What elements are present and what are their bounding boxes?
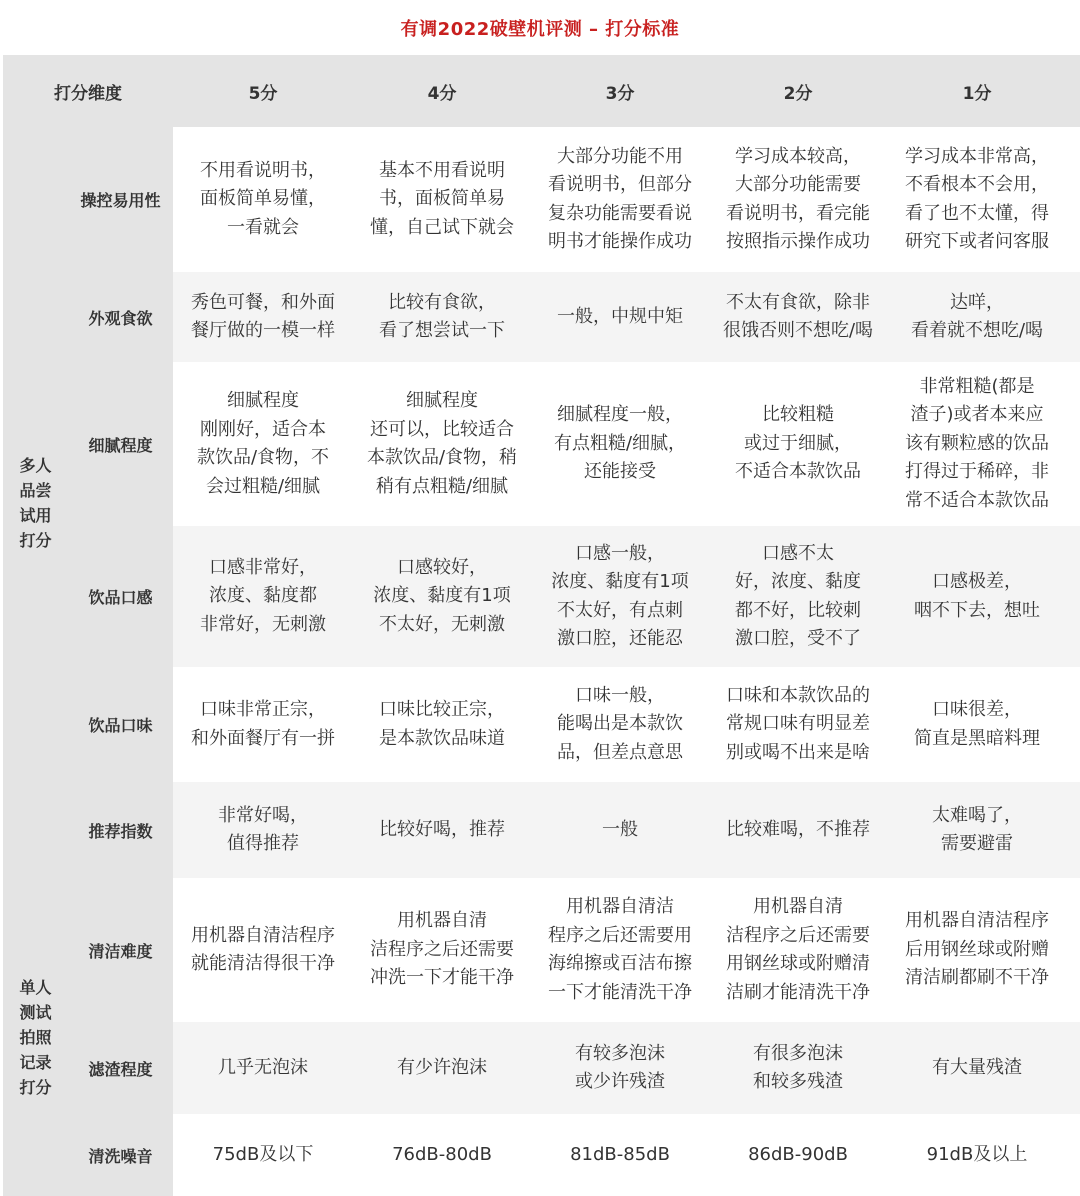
table-cell: 76dB-80dB: [392, 1143, 492, 1165]
table-cell: 细腻程度 刚刚好，适合本 款饮品/食物，不 会过粗糙/细腻: [196, 390, 330, 497]
table-cell: 不用看说明书， 面板简单易懂， 一看就会: [200, 159, 326, 238]
row-dimension: 清洁难度: [68, 878, 173, 1022]
table-cell: 非常好喝， 值得推荐: [218, 804, 308, 854]
row-dimension: 滤渣程度: [68, 1022, 173, 1114]
table-cell: 比较好喝，推荐: [379, 818, 505, 840]
table-cell: 一般，中规中矩: [557, 305, 683, 327]
table-cell: 有较多泡沫 或少许残渣: [575, 1042, 665, 1092]
table-cell: 比较粗糙 或过于细腻， 不适合本款饮品: [735, 404, 861, 483]
header-dimension-label: 打分维度: [54, 83, 122, 104]
table-cell: 细腻程度一般， 有点粗糙/细腻， 还能接受: [553, 404, 687, 483]
table-cell: 用机器自清 洁程序之后还需要 冲洗一下才能干净: [370, 910, 514, 989]
table-cell: 一般: [602, 818, 638, 840]
table-cell: 几乎无泡沫: [218, 1056, 308, 1078]
header-score-2: 2分: [783, 83, 813, 104]
table-cell: 口感不太 好，浓度、黏度 都不好，比较刺 激口腔，受不了: [735, 542, 861, 649]
table-cell: 有很多泡沫 和较多残渣: [753, 1042, 843, 1092]
table-cell: 口感一般， 浓度、黏度有1项 不太好，有点刺 激口腔，还能忍: [551, 542, 689, 649]
row-dimension: 外观食欲: [68, 272, 173, 362]
table-cell: 秀色可餐，和外面 餐厅做的一模一样: [191, 291, 335, 341]
row-dimension: 推荐指数: [68, 782, 173, 878]
table-cell: 口感极差， 咽不下去，想吐: [914, 571, 1040, 621]
group-label-multi-person: 多人 品尝 试用 打分: [19, 455, 52, 550]
table-cell: 口感非常好， 浓度、黏度都 非常好，无刺激: [200, 556, 326, 635]
table-cell: 75dB及以下: [212, 1143, 314, 1165]
header-score-5: 5分: [248, 83, 278, 104]
table-cell: 基本不用看说明 书，面板简单易 懂，自己试下就会: [370, 159, 514, 238]
table-cell: 用机器自清洁 程序之后还需要用 海绵擦或百洁布擦 一下才能清洗干净: [548, 896, 692, 1003]
table-cell: 太难喝了， 需要避雷: [932, 804, 1022, 854]
table-cell: 非常粗糙(都是 渣子)或者本来应 该有颗粒感的饮品 打得过于稀碎，非 常不适合本款饮品: [905, 375, 1049, 511]
table-cell: 口味和本款饮品的 常规口味有明显差 别或喝不出来是啥: [726, 684, 870, 763]
table-cell: 比较难喝，不推荐: [726, 818, 870, 840]
table-cell: 口味非常正宗， 和外面餐厅有一拼: [191, 699, 335, 749]
table-cell: 91dB及以上: [926, 1143, 1028, 1165]
table-cell: 口味很差， 简直是黑暗料理: [914, 699, 1040, 749]
header-score-1: 1分: [962, 83, 992, 104]
header-score-3: 3分: [605, 83, 635, 104]
row-dimension: 饮品口味: [68, 667, 173, 782]
row-dimension: 清洗噪音: [68, 1114, 173, 1196]
table-cell: 口味一般， 能喝出是本款饮 品，但差点意思: [557, 684, 683, 763]
table-cell: 大部分功能不用 看说明书，但部分 复杂功能需要看说 明书才能操作成功: [548, 145, 692, 252]
row-dimension: 细腻程度: [68, 362, 173, 526]
table-cell: 学习成本较高， 大部分功能需要 看说明书，看完能 按照指示操作成功: [726, 145, 870, 252]
table-cell: 达咩， 看着就不想吃/喝: [910, 291, 1044, 341]
row-dimension: 操控易用性: [68, 127, 173, 272]
table-cell: 有大量残渣: [932, 1056, 1022, 1078]
table-cell: 学习成本非常高， 不看根本不会用， 看了也不太懂，得 研究下或者问客服: [905, 145, 1049, 252]
page-title: 有调2022破壁机评测 – 打分标准: [400, 18, 680, 40]
table-cell: 用机器自清洁程序 就能清洁得很干净: [191, 924, 335, 974]
table-cell: 用机器自清洁程序 后用钢丝球或附赠 清洁刷都刷不干净: [905, 910, 1049, 989]
table-cell: 口味比较正宗， 是本款饮品味道: [379, 699, 505, 749]
table-cell: 口感较好， 浓度、黏度有1项 不太好，无刺激: [373, 556, 511, 635]
group-label-single-person: 单人 测试 拍照 记录 打分: [19, 977, 52, 1097]
table-cell: 86dB-90dB: [748, 1143, 848, 1165]
table-cell: 81dB-85dB: [570, 1143, 670, 1165]
header-score-4: 4分: [427, 83, 457, 104]
table-cell: 细腻程度 还可以，比较适合 本款饮品/食物，稍 稍有点粗糙/细腻: [366, 390, 518, 497]
row-dimension: 饮品口感: [68, 526, 173, 667]
table-cell: 比较有食欲， 看了想尝试一下: [379, 291, 505, 341]
table-cell: 不太有食欲，除非 很饿否则不想吃/喝: [722, 291, 874, 341]
table-cell: 用机器自清 洁程序之后还需要 用钢丝球或附赠清 洁刷才能清洗干净: [726, 896, 870, 1003]
table-cell: 有少许泡沫: [397, 1056, 487, 1078]
